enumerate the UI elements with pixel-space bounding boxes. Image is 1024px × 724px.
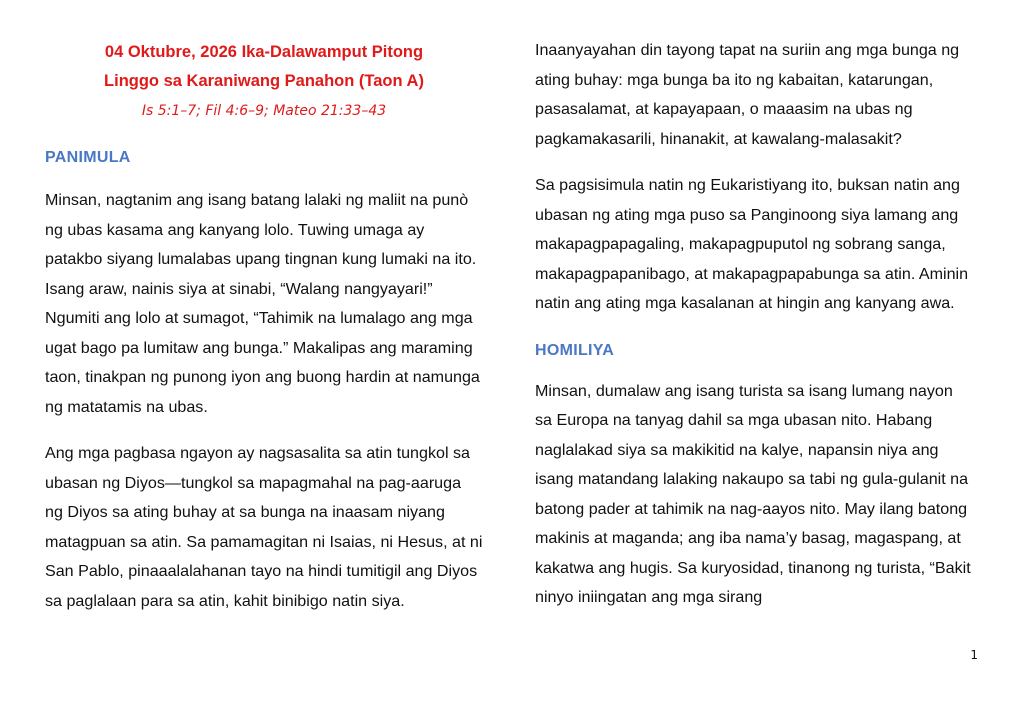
- paragraph: Minsan, dumalaw ang isang turista sa isang lumang nayon sa Europa na tanyag dahil sa mga ubasan nito. Habang naglalakad siya sa makikitid na kalye, napansin niya ang isang matandang lalaking nakaupo sa tabi ng gula-gulanit na batong pader at tahimik na nag-aayos nito. May ilang batong makinis at maganda; ang iba nama’y basag, magaspang, at kakatwa ang hugis. Sa kuryosidad, tinanong ng turista, “Bakit ninyo iniingatan ang mga sirang: [535, 381, 971, 606]
- page-number: 1: [970, 648, 978, 662]
- right-column: [535, 38, 973, 630]
- left-column: [45, 38, 483, 633]
- paragraph: Inaanyayahan din tayong tapat na suriin ang mga bunga ng ating buhay: mga bunga ba ito ng kabaitan, katarungan, pasasalamat, at kapayapaan, o maaasim na ubas ng pagkamakasarili, hinanakit, at kawalang-malasakit?: [535, 41, 960, 148]
- scripture-readings: Is 5:1–7; Fil 4:6–9; Mateo 21:33–43: [141, 103, 387, 119]
- paragraph: Ang mga pagbasa ngayon ay nagsasalita sa atin tungkol sa ubasan ng Diyos—tungkol sa mapagmahal na pag-aaruga ng Diyos sa ating buhay at sa bunga na inaasam niyang matagpuan sa atin. Sa pamamagitan ni Isaias, ni Hesus, at ni San Pablo, pinaaalalahanan tayo na hindi tumitigil ang Diyos sa paglalaan para sa atin, kahit binibigo natin siya.: [45, 444, 483, 610]
- paragraph: Sa pagsisimula natin ng Eukaristiyang ito, buksan natin ang ubasan ng ating mga puso sa Panginoong siya lamang ang makapagpapagaling, makapagpuputol ng sobrang sanga, makapagpapanibago, at makapagpapabunga sa atin. Aminin natin ang ating mga kasalanan at hingin ang kanyang awa.: [535, 176, 969, 312]
- section-heading-homiliya: HOMILIYA: [535, 341, 615, 359]
- title-line-2: Linggo sa Karaniwang Panahon (Taon A): [104, 72, 424, 90]
- section-heading-panimula: PANIMULA: [45, 149, 131, 166]
- paragraph: Minsan, nagtanim ang isang batang lalaki ng maliit na punò ng ubas kasama ang kanyang lolo. Tuwing umaga ay patakbo siyang lumalabas upang tingnan kung lumaki na ito. Isang araw, nainis siya at sinabi, “Walang nangyayari!” Ngumiti ang lolo at sumagot, “Tahimik na lumalago ang mga ugat bago pa lumitaw ang bunga.” Makalipas ang maraming taon, tinakpan ng punong iyon ang buong hardin at namunga ng matatamis na ubas.: [45, 191, 480, 416]
- title-line-1: 04 Oktubre, 2026 Ika-Dalawamput Pitong: [104, 43, 424, 61]
